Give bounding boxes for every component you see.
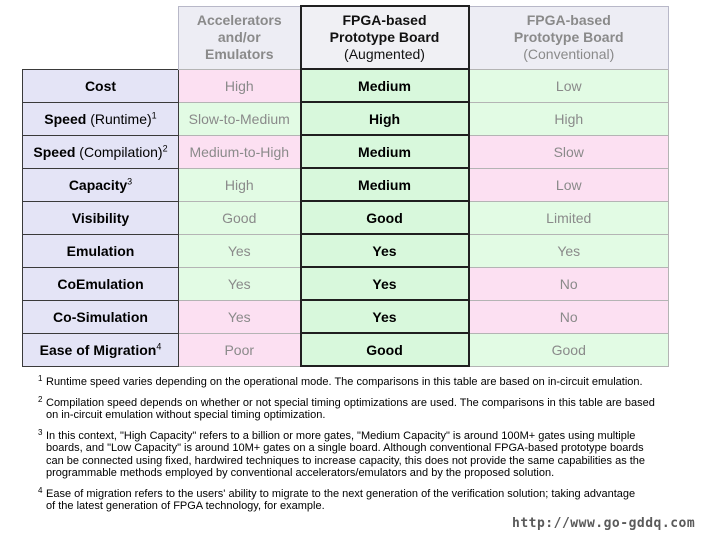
table-row (23, 267, 669, 300)
row-label-rest: (Compilation) (75, 143, 163, 160)
row-label-bold: Emulation (66, 242, 135, 259)
header-corner (23, 6, 179, 69)
row-label-bold: Ease of Migration (39, 341, 157, 358)
cell-acc: Yes (179, 267, 301, 300)
footnote-number: 2 (38, 394, 43, 404)
table-row (23, 201, 669, 234)
row-label (23, 300, 179, 333)
cell-con: Low (469, 69, 669, 102)
cell-con: No (469, 267, 669, 300)
header-line: (Conventional) (523, 46, 615, 62)
row-label (23, 333, 179, 366)
row-label-bold: CoEmulation (57, 275, 144, 292)
header-line: and/or (217, 29, 261, 45)
cell-aug: Yes (301, 234, 469, 267)
table-row (23, 234, 669, 267)
cell-con: Good (469, 333, 669, 366)
row-label-bold: Cost (84, 77, 117, 94)
row-label-bold: Co-Simulation (53, 308, 148, 325)
header-line: Prototype Board (329, 29, 440, 45)
cell-aug: Medium (301, 69, 469, 102)
cell-con: Low (469, 168, 669, 201)
cell-con: High (469, 102, 669, 135)
table-row (23, 135, 669, 168)
footnote-line: on in-circuit emulation without special timing optimization. (46, 409, 326, 421)
header-accelerators (179, 6, 301, 69)
cell-aug: Yes (301, 300, 469, 333)
cell-con: Yes (469, 234, 669, 267)
footnote-number: 4 (38, 485, 43, 495)
table-row (23, 168, 669, 201)
cell-aug: Good (301, 333, 469, 366)
header-line: (Augmented) (344, 46, 425, 62)
row-label-bold: Capacity (68, 176, 128, 193)
table-body (23, 69, 669, 366)
header-line: Accelerators (196, 12, 282, 28)
footnote-line: In this context, "High Capacity" refers to a billion or more gates, "Medium Capacity" is around 100M+ gates using multiple (46, 429, 636, 442)
footnote-line: Compilation speed depends on whether or not special timing optimizations are used. The comparisons in this table are based (46, 396, 655, 409)
footnote-line: Ease of migration refers to the users' ability to migrate to the next generation of the verification solution; taking advantage (46, 487, 636, 500)
cell-aug: Medium (301, 135, 469, 168)
cell-aug: Yes (301, 267, 469, 300)
table-row (23, 300, 669, 333)
header-line: Prototype Board (513, 29, 624, 45)
footnote (38, 394, 700, 422)
cell-con: No (469, 300, 669, 333)
cell-acc: Yes (179, 300, 301, 333)
cell-aug: High (301, 102, 469, 135)
cell-acc: Yes (179, 234, 301, 267)
header-conventional (469, 6, 669, 69)
row-label (23, 267, 179, 300)
row-label-rest: (Runtime) (86, 110, 152, 127)
row-label (23, 69, 179, 102)
cell-acc: High (179, 69, 301, 102)
footnote-ref: 1 (151, 109, 157, 120)
footnote-line: can be connected using fixed, hardwired techniques to increase capacity, this does not provide the same capabilities as the (46, 454, 646, 467)
table-row (23, 102, 669, 135)
table-row (23, 69, 669, 102)
footnote-line: programmable methods employed by conventional accelerators/emulators and by the proposed solution. (46, 467, 555, 479)
cell-acc: Good (179, 201, 301, 234)
footnote (40, 376, 700, 389)
row-label-bold: Speed (33, 143, 76, 160)
footnote-line: boards, and "Low Capacity" is around 10M+ gates on a single board. Although conventional FPGA-based prototype boards (46, 442, 644, 454)
cell-aug: Medium (301, 168, 469, 201)
comparison-table (22, 5, 669, 367)
row-label (23, 234, 179, 267)
row-label (23, 102, 179, 135)
footnote-ref: 2 (162, 142, 168, 153)
row-label-bold: Speed (44, 110, 87, 127)
cell-acc: Poor (179, 333, 301, 366)
header-line: Emulators (205, 46, 274, 62)
footnote (38, 485, 700, 513)
footnote-ref: 3 (127, 175, 133, 186)
row-label (23, 135, 179, 168)
footnotes (40, 376, 700, 521)
cell-aug: Good (301, 201, 469, 234)
cell-con: Slow (469, 135, 669, 168)
table-row (23, 333, 669, 366)
row-label (23, 168, 179, 201)
cell-con: Limited (469, 201, 669, 234)
footnote-line: Runtime speed varies depending on the operational mode. The comparisons in this table are based on in-circuit emulation. (46, 376, 643, 388)
header-line: FPGA-based (342, 12, 427, 28)
footnote-number: 3 (38, 427, 43, 437)
header-row (23, 6, 669, 69)
row-label (23, 201, 179, 234)
footnote (38, 427, 700, 480)
cell-acc: Medium-to-High (179, 135, 301, 168)
footnote-line: of the latest generation of FPGA technology, for example. (46, 500, 325, 512)
row-label-bold: Visibility (71, 209, 130, 226)
cell-acc: Slow-to-Medium (179, 102, 301, 135)
footnote-ref: 4 (156, 340, 162, 351)
watermark-text: http://www.go-gddq.com (512, 516, 696, 531)
footnote-number: 1 (38, 374, 43, 383)
header-augmented (301, 6, 469, 69)
header-line: FPGA-based (526, 12, 611, 28)
cell-acc: High (179, 168, 301, 201)
